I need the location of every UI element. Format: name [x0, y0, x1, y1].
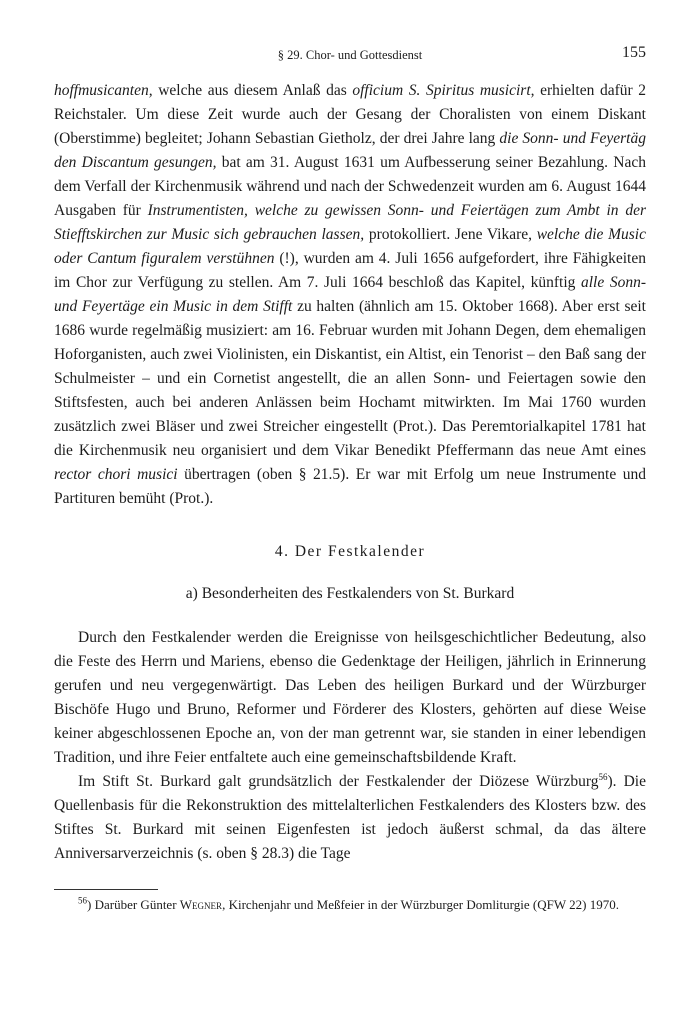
- quoted-source-text: hoffmusicanten,: [54, 82, 153, 99]
- footnote-author: Wegner: [179, 897, 223, 912]
- running-title: § 29. Chor- und Gottesdienst: [277, 48, 423, 62]
- main-text-continued: [54, 626, 646, 866]
- paragraph-text-before: Im Stift St. Burkard galt grundsätzlich der Festkalender der Diözese Würzburg: [78, 773, 599, 790]
- running-header: [54, 44, 646, 66]
- paragraph-music-history: [54, 79, 646, 511]
- main-text: [54, 79, 646, 511]
- quoted-source-text: alle Sonn- und Feyertäge ein Music in dem Stifft: [54, 274, 646, 315]
- footnote-text-after: , Kirchenjahr und Meßfeier in der Würzburger Domliturgie (QFW 22) 1970.: [222, 897, 619, 912]
- footnote-marker: [54, 897, 91, 912]
- footnote-number: 56: [78, 895, 87, 906]
- footnote: [54, 896, 646, 914]
- quoted-source-text: officium S. Spiritus musicirt,: [352, 82, 535, 99]
- footnote-reference: 56: [598, 771, 608, 782]
- text-run: zu halten (ähnlich am 15. Oktober 1668). Aber erst seit 1686 wurde regelmäßig musiziert: am 16. Februar wurden mit Johann Degen, dem ehemaligen Hoforganisten, auch zwei Violinisten, ein Diskantist, ein Altist, ein Tenorist – den Baß sang der Schulmeister – und ein Cornetist angestellt, die an allen Sonn- und Feiertagen sowie den Stiftsfesten, auch bei anderen Anlässen beim Hochamt mitwirkten. Im Mai 1760 wurden zusätzlich zwei Bläser und zwei Streicher eingestellt (Prot.). Das Peremtorialkapitel 1781 hat die Kirchenmusik neu organisiert und dem Vikar Benedikt Pfeffermann das neue Amt eines: [54, 298, 646, 459]
- footnote-text-before: Darüber Günter: [91, 897, 180, 912]
- footnote-paren: ): [87, 897, 92, 912]
- section-title: 4. Der Festkalender: [274, 543, 426, 560]
- text-run: protokolliert. Jene Vikare,: [364, 226, 537, 243]
- quoted-source-text: Instrumentisten, welche zu gewissen Sonn- und Feiertägen zum Ambt in der Stiefftskirchen zur Music sich gebrauchen lassen,: [54, 202, 646, 243]
- text-run: bat am 31. August 1631 um Aufbesserung seiner Bezahlung. Nach dem Verfall der Kirchenmusik während und nach der Schwedenzeit wurden am 6. August 1644 Ausgaben für: [54, 154, 646, 219]
- paragraph-stift-kalender: [54, 770, 646, 866]
- text-run: erhielten dafür 2 Reichstaler. Um diese Zeit wurde auch der Gesang der Choralisten von einem Diskant (Oberstimme) begleitet; Johann Sebastian Gietholz, der drei Jahre lang: [54, 82, 646, 147]
- subsection-title: a) Besonderheiten des Festkalenders von St. Burkard: [185, 585, 515, 602]
- paragraph-text-after: ). Die Quellenbasis für die Rekonstruktion des mittelalterlichen Festkalenders des Klosters bzw. des Stiftes St. Burkard mit seinen Eigenfesten ist jedoch äußerst schmal, da das ältere Anniversarverzeichnis (s. oben § 28.3) die Tage: [54, 773, 646, 862]
- text-run: übertragen (oben § 21.5). Er war mit Erfolg um neue Instrumente und Partituren bemüht (Prot.).: [54, 466, 646, 507]
- quoted-source-text: welche die Music oder Cantum figuralem verstühnen: [54, 226, 646, 267]
- text-run: (!), wurden am 4. Juli 1656 aufgefordert, ihre Fähigkeiten im Chor zur Verfügung zu stellen. Am 7. Juli 1664 beschloß das Kapitel, künftig: [54, 250, 646, 291]
- quoted-source-text: rector chori musici: [54, 466, 178, 483]
- quoted-source-text: die Sonn- und Feyertäg den Discantum gesungen,: [54, 130, 646, 171]
- text-run: welche aus diesem Anlaß das: [152, 82, 353, 99]
- footnote-divider: [54, 889, 158, 890]
- paragraph-festkalender: Durch den Festkalender werden die Ereignisse von heilsgeschichtlicher Bedeutung, also die Feste des Herrn und Mariens, ebenso die Gedenktage der Heiligen, jährlich in Erinnerung gerufen und neu vergegenwärtigt. Das Leben des heiligen Burkard und der Würzburger Bischöfe Hugo und Bruno, Reformer und Förderer des Klosters, gehörten auf diese Weise keiner abgeschlossenen Epoche an, von der man getrennt war, sie standen in einer lebendigen Tradition, und ihre Feier entfaltete auch eine gemeinschaftsbildende Kraft.: [54, 629, 646, 766]
- page-number: 155: [622, 44, 646, 61]
